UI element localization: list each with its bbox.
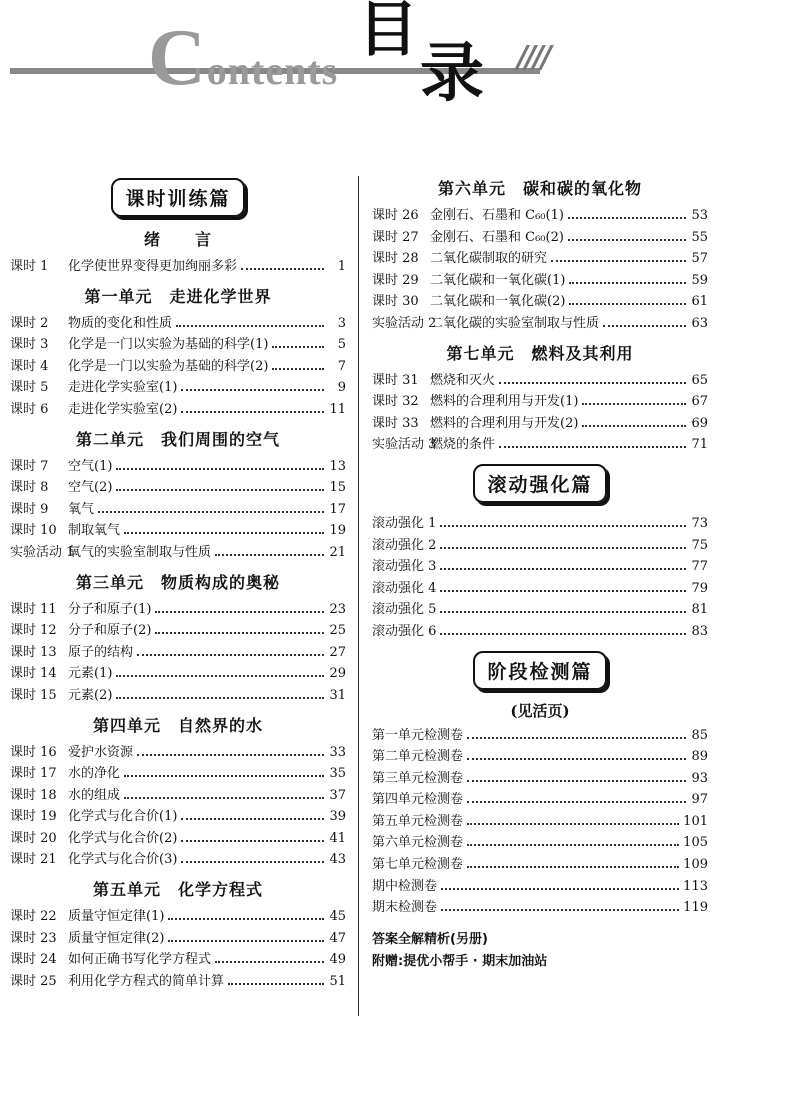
dot-leader xyxy=(582,424,686,427)
toc-entry[interactable] xyxy=(10,477,346,499)
entry-label: 期末检测卷 xyxy=(372,900,438,916)
entry-title: 空气(2) xyxy=(68,480,113,496)
page-number: 65 xyxy=(691,372,708,388)
page-number: 13 xyxy=(329,458,346,474)
toc-entry[interactable] xyxy=(10,499,346,521)
toc-entry[interactable] xyxy=(372,621,708,643)
dot-leader xyxy=(181,388,324,391)
toc-entry[interactable] xyxy=(372,854,708,876)
entry-title: 原子的结构 xyxy=(68,644,134,660)
page-number: 7 xyxy=(337,358,346,374)
entry-title: 氧气的实验室制取与性质 xyxy=(68,544,212,560)
entry-title: 质量守恒定律(2) xyxy=(68,930,165,946)
toc-entry[interactable] xyxy=(372,270,708,292)
right-column xyxy=(372,170,708,973)
toc-entry[interactable] xyxy=(372,811,708,833)
entry-title: 分子和原子(1) xyxy=(68,601,152,617)
entry-label: 课时 24 xyxy=(10,952,57,968)
unit-heading: 第一单元 走进化学世界 xyxy=(84,286,272,306)
entry-label: 课时 10 xyxy=(10,523,57,539)
page-number: 25 xyxy=(329,623,346,639)
dot-leader xyxy=(98,510,324,513)
toc-entry[interactable] xyxy=(10,742,346,764)
dot-leader xyxy=(441,908,679,911)
entry-label: 课时 29 xyxy=(372,272,419,288)
toc-entry[interactable] xyxy=(10,542,346,564)
toc-entry[interactable] xyxy=(10,949,346,971)
entry-label: 课时 4 xyxy=(10,358,49,374)
entry-title: 利用化学方程式的简单计算 xyxy=(68,973,225,989)
dot-leader xyxy=(440,610,686,613)
toc-entry[interactable] xyxy=(372,578,708,600)
entry-label: 课时 17 xyxy=(10,766,57,782)
page-number: 119 xyxy=(683,900,708,916)
toc-entry[interactable] xyxy=(10,849,346,871)
entry-label: 课时 2 xyxy=(10,315,49,331)
page-number: 59 xyxy=(691,272,708,288)
entry-label: 课时 15 xyxy=(10,687,57,703)
toc-entry[interactable] xyxy=(10,377,346,399)
dot-leader xyxy=(116,467,324,470)
entry-title: 走进化学实验室(1) xyxy=(68,380,178,396)
dot-leader xyxy=(241,267,324,270)
toc-entry[interactable] xyxy=(10,685,346,707)
toc-entry[interactable] xyxy=(10,599,346,621)
entry-label: 课时 20 xyxy=(10,830,57,846)
dot-leader xyxy=(124,796,324,799)
dot-leader xyxy=(467,736,686,739)
toc-entry[interactable] xyxy=(10,256,346,278)
entry-label: 课时 33 xyxy=(372,415,419,431)
entry-title: 二氧化碳和一氧化碳(2) xyxy=(430,294,566,310)
entry-label: 第三单元检测卷 xyxy=(372,770,464,786)
dot-leader xyxy=(467,865,679,868)
entry-label: 课时 26 xyxy=(372,208,419,223)
toc-entry[interactable] xyxy=(372,832,708,854)
entry-label: 第六单元检测卷 xyxy=(372,835,464,851)
entry-label: 滚动强化 6 xyxy=(372,623,437,639)
dot-leader xyxy=(168,917,324,920)
page-number: 17 xyxy=(329,501,346,517)
entry-label: 课时 13 xyxy=(10,644,57,660)
entry-label: 课时 21 xyxy=(10,852,57,868)
entry-title: 水的净化 xyxy=(68,766,121,782)
page-number: 85 xyxy=(691,727,708,743)
entry-title: 水的组成 xyxy=(68,787,121,803)
dot-leader xyxy=(440,524,686,527)
entry-title: 燃烧和灭火 xyxy=(430,372,496,388)
dot-leader xyxy=(176,324,324,327)
entry-label: 滚动强化 1 xyxy=(372,515,437,531)
toc-entry[interactable] xyxy=(372,535,708,557)
page-number: 29 xyxy=(329,666,346,682)
page-number: 101 xyxy=(683,813,708,829)
page-number: 3 xyxy=(337,315,346,331)
dot-leader xyxy=(181,860,324,863)
toc-entry[interactable] xyxy=(372,227,708,249)
entry-label: 课时 22 xyxy=(10,909,57,925)
dot-leader xyxy=(215,960,324,963)
entry-label: 课时 25 xyxy=(10,973,57,989)
dot-leader xyxy=(155,631,324,634)
page-number: 79 xyxy=(691,580,708,596)
entry-label: 实验活动 3 xyxy=(372,437,437,453)
entry-title: 化学是一门以实验为基础的科学(1) xyxy=(68,337,269,353)
entry-label: 实验活动 2 xyxy=(372,315,437,331)
entry-label: 滚动强化 2 xyxy=(372,537,437,553)
page-number: 49 xyxy=(329,952,346,968)
dot-leader xyxy=(272,345,324,348)
page-number: 51 xyxy=(329,973,346,989)
page-number: 39 xyxy=(329,809,346,825)
entry-label: 第二单元检测卷 xyxy=(372,749,464,765)
page-header xyxy=(0,0,790,140)
left-column xyxy=(10,170,346,992)
toc-entry[interactable] xyxy=(372,768,708,790)
dot-leader xyxy=(499,445,686,448)
entry-title: 燃料的合理利用与开发(1) xyxy=(430,394,579,410)
page-number: 89 xyxy=(691,749,708,765)
page-number: 41 xyxy=(329,830,346,846)
page-number: 113 xyxy=(683,878,708,894)
toc-entry[interactable] xyxy=(10,906,346,928)
entry-title: 制取氧气 xyxy=(68,523,121,539)
page-number: 93 xyxy=(691,770,708,786)
dot-leader xyxy=(568,216,686,219)
entry-title: 金刚石、石墨和 C₆₀(2) xyxy=(430,229,564,245)
toc-entry[interactable] xyxy=(372,556,708,578)
gift-note: 附赠:提优小帮手 · 期末加油站 xyxy=(372,953,548,969)
entry-title: 化学是一门以实验为基础的科学(2) xyxy=(68,358,269,374)
unit-heading: 第五单元 化学方程式 xyxy=(92,880,263,900)
entry-title: 质量守恒定律(1) xyxy=(68,909,165,925)
section-heading: 课时训练篇 xyxy=(10,178,346,217)
page-number: 53 xyxy=(691,208,708,223)
toc-entry[interactable] xyxy=(372,413,708,435)
toc-entry[interactable] xyxy=(372,248,708,270)
toc-entry[interactable] xyxy=(372,513,708,535)
unit-heading: 第三单元 物质构成的奥秘 xyxy=(75,572,280,592)
entry-title: 化学使世界变得更加绚丽多彩 xyxy=(68,259,238,274)
entry-title: 元素(1) xyxy=(68,666,113,682)
dot-leader xyxy=(551,259,686,262)
answer-note: 答案全解精析(另册) xyxy=(372,931,488,947)
dot-leader xyxy=(272,367,324,370)
toc-entry[interactable] xyxy=(10,971,346,993)
entry-title: 二氧化碳和一氧化碳(1) xyxy=(430,272,566,288)
toc-entry[interactable] xyxy=(372,370,708,392)
toc-entry[interactable] xyxy=(10,456,346,478)
dot-leader xyxy=(582,402,686,405)
dot-leader xyxy=(124,774,324,777)
entry-label: 课时 30 xyxy=(372,294,419,310)
toc-entry[interactable] xyxy=(10,785,346,807)
entry-label: 第七单元检测卷 xyxy=(372,857,464,873)
unit-heading: 第四单元 自然界的水 xyxy=(92,715,263,735)
page-number: 83 xyxy=(691,623,708,639)
entry-label: 课时 27 xyxy=(372,229,419,245)
unit-heading: 第二单元 我们周围的空气 xyxy=(75,429,280,449)
entry-title: 如何正确书写化学方程式 xyxy=(68,952,212,968)
dot-leader xyxy=(467,843,679,846)
page-number: 77 xyxy=(691,559,708,575)
entry-label: 课时 6 xyxy=(10,401,49,417)
dot-leader xyxy=(440,632,686,635)
dot-leader xyxy=(467,757,686,760)
dot-leader xyxy=(116,674,324,677)
page-number: 61 xyxy=(691,294,708,310)
dot-leader xyxy=(569,302,686,305)
entry-label: 课时 1 xyxy=(10,259,49,274)
toc-entry[interactable] xyxy=(372,897,708,919)
entry-label: 课时 16 xyxy=(10,744,57,760)
contents-wordmark: Contents xyxy=(148,14,339,102)
entry-title: 氧气 xyxy=(68,501,95,517)
entry-title: 二氧化碳制取的研究 xyxy=(430,251,548,267)
toc-entry[interactable] xyxy=(10,620,346,642)
toc-entry[interactable] xyxy=(10,334,346,356)
dot-leader xyxy=(467,822,679,825)
toc-entry[interactable] xyxy=(372,391,708,413)
title-char-2: 录 xyxy=(420,37,484,111)
dot-leader xyxy=(603,324,686,327)
page-number: 109 xyxy=(683,857,708,873)
entry-label: 第一单元检测卷 xyxy=(372,727,464,743)
dot-leader xyxy=(181,817,324,820)
see-loose-leaf: (见活页) xyxy=(510,701,570,720)
entry-label: 课时 9 xyxy=(10,501,49,517)
entry-label: 课时 23 xyxy=(10,930,57,946)
unit-heading: 第六单元 碳和碳的氧化物 xyxy=(437,179,642,198)
page-number: 11 xyxy=(329,401,346,417)
entry-title: 金刚石、石墨和 C₆₀(1) xyxy=(430,208,564,223)
page-number: 27 xyxy=(329,644,346,660)
entry-title: 空气(1) xyxy=(68,458,113,474)
dot-leader xyxy=(137,653,324,656)
dot-leader xyxy=(440,589,686,592)
unit-heading: 第七单元 燃料及其利用 xyxy=(446,343,634,363)
entry-title: 燃烧的条件 xyxy=(430,437,496,453)
entry-title: 化学式与化合价(2) xyxy=(68,830,178,846)
page-number: 63 xyxy=(691,315,708,331)
entry-label: 课时 3 xyxy=(10,337,49,353)
page-number: 43 xyxy=(329,852,346,868)
page-number: 23 xyxy=(329,601,346,617)
page-number: 1 xyxy=(337,259,346,274)
entry-title: 走进化学实验室(2) xyxy=(68,401,178,417)
dot-leader xyxy=(467,800,686,803)
entry-title: 化学式与化合价(1) xyxy=(68,809,178,825)
toc-entry[interactable] xyxy=(10,828,346,850)
page-number: 9 xyxy=(337,380,346,396)
toc-entry[interactable] xyxy=(10,642,346,664)
page-number: 45 xyxy=(329,909,346,925)
toc-entry[interactable] xyxy=(372,291,708,313)
entry-title: 物质的变化和性质 xyxy=(68,315,173,331)
entry-label: 课时 19 xyxy=(10,809,57,825)
toc-entry[interactable] xyxy=(10,763,346,785)
page-number: 73 xyxy=(691,515,708,531)
entry-label: 第五单元检测卷 xyxy=(372,813,464,829)
dot-leader xyxy=(440,567,686,570)
page-number: 71 xyxy=(691,437,708,453)
unit-heading: 绪 言 xyxy=(143,230,212,249)
entry-label: 实验活动 1 xyxy=(10,544,75,560)
page-number: 69 xyxy=(691,415,708,431)
entry-title: 元素(2) xyxy=(68,687,113,703)
page-number: 55 xyxy=(691,229,708,245)
page-number: 97 xyxy=(691,792,708,808)
title-char-1: 目 xyxy=(358,0,418,65)
entry-title: 化学式与化合价(3) xyxy=(68,852,178,868)
toc-entry[interactable] xyxy=(10,806,346,828)
page-number: 37 xyxy=(329,787,346,803)
entry-title: 二氧化碳的实验室制取与性质 xyxy=(430,315,600,331)
entry-label: 课时 18 xyxy=(10,787,57,803)
dot-leader xyxy=(155,610,324,613)
dot-leader xyxy=(441,887,679,890)
toc-entry[interactable] xyxy=(372,789,708,811)
toc-entry[interactable] xyxy=(10,520,346,542)
toc-entry[interactable] xyxy=(10,928,346,950)
page-number: 31 xyxy=(329,687,346,703)
entry-label: 滚动强化 5 xyxy=(372,602,437,618)
toc-entry[interactable] xyxy=(372,746,708,768)
page-number: 19 xyxy=(329,523,346,539)
toc-entry[interactable] xyxy=(372,599,708,621)
dot-leader xyxy=(181,410,324,413)
dot-leader xyxy=(168,939,324,942)
page-number: 81 xyxy=(691,602,708,618)
section-heading: 滚动强化篇 xyxy=(372,464,708,503)
toc-entry[interactable] xyxy=(372,313,708,335)
entry-label: 滚动强化 3 xyxy=(372,559,437,575)
page-number: 5 xyxy=(337,337,346,353)
entry-label: 滚动强化 4 xyxy=(372,580,437,596)
entry-label: 课时 31 xyxy=(372,372,419,388)
dot-leader xyxy=(124,531,324,534)
entry-label: 课时 7 xyxy=(10,458,49,474)
toc-entry[interactable] xyxy=(10,313,346,335)
entry-label: 期中检测卷 xyxy=(372,878,438,894)
dot-leader xyxy=(116,696,324,699)
toc-entry[interactable] xyxy=(10,399,346,421)
dot-leader xyxy=(137,753,324,756)
toc-entry[interactable] xyxy=(10,356,346,378)
toc-entry[interactable] xyxy=(372,205,708,227)
entry-title: 分子和原子(2) xyxy=(68,623,152,639)
page-number: 67 xyxy=(691,394,708,410)
page-number: 15 xyxy=(329,480,346,496)
page-number: 21 xyxy=(329,544,346,560)
dot-leader xyxy=(116,488,324,491)
dot-leader xyxy=(215,553,324,556)
entry-label: 课时 11 xyxy=(10,601,57,617)
page-number: 75 xyxy=(691,537,708,553)
toc-entry[interactable] xyxy=(372,725,708,747)
entry-label: 课时 14 xyxy=(10,666,57,682)
column-divider xyxy=(358,176,359,1016)
entry-title: 爱护水资源 xyxy=(68,744,134,760)
dot-leader xyxy=(440,546,686,549)
entry-label: 课时 32 xyxy=(372,394,419,410)
dot-leader xyxy=(181,839,324,842)
header-slashes: //// xyxy=(517,40,549,75)
page-number: 47 xyxy=(329,930,346,946)
section-heading: 阶段检测篇 xyxy=(372,651,708,690)
entry-title: 燃料的合理利用与开发(2) xyxy=(430,415,579,431)
page-number: 57 xyxy=(691,251,708,267)
dot-leader xyxy=(569,281,686,284)
entry-label: 课时 28 xyxy=(372,251,419,267)
dot-leader xyxy=(499,381,686,384)
entry-label: 课时 5 xyxy=(10,380,49,396)
page-number: 105 xyxy=(683,835,708,851)
toc-entry[interactable] xyxy=(372,434,708,456)
page-number: 35 xyxy=(329,766,346,782)
dot-leader xyxy=(568,238,686,241)
entry-label: 课时 8 xyxy=(10,480,49,496)
page-number: 33 xyxy=(329,744,346,760)
entry-label: 第四单元检测卷 xyxy=(372,792,464,808)
dot-leader xyxy=(467,779,686,782)
toc-entry[interactable] xyxy=(372,876,708,898)
toc-entry[interactable] xyxy=(10,663,346,685)
dot-leader xyxy=(228,982,324,985)
entry-label: 课时 12 xyxy=(10,623,57,639)
